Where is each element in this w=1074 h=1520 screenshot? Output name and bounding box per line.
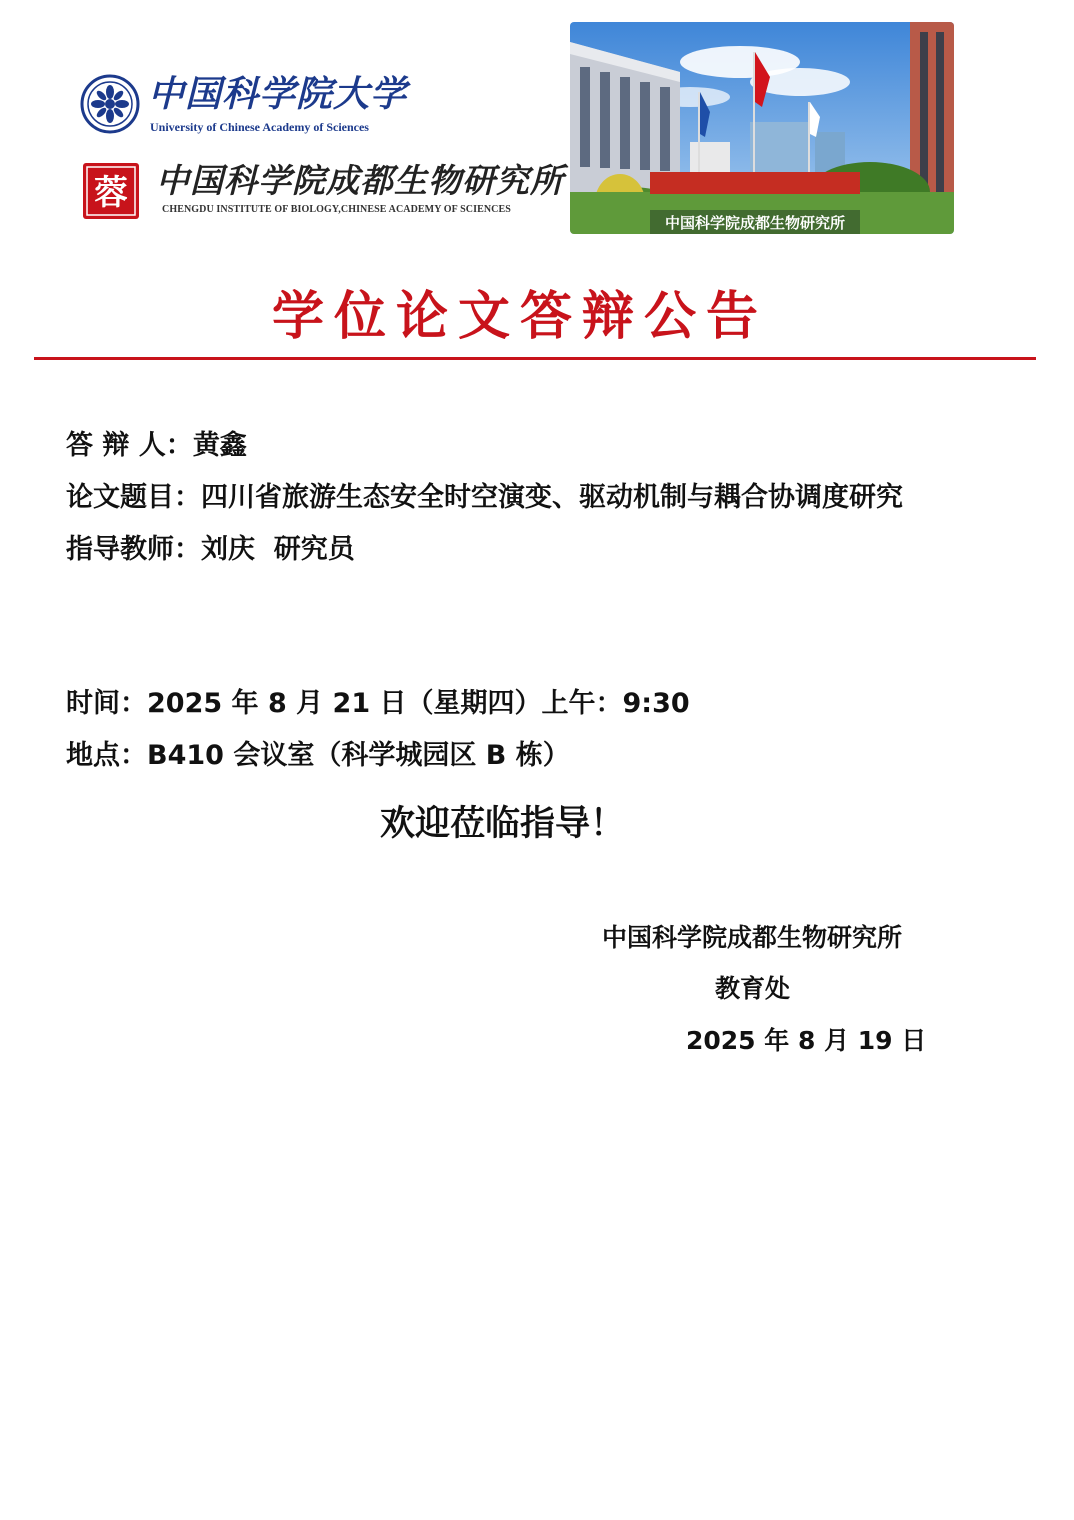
title-divider	[34, 357, 1036, 360]
topic-line	[66, 480, 903, 516]
page-title: 学位论文答辩公告	[271, 286, 768, 347]
signature-org: 中国科学院成都生物研究所	[602, 923, 903, 952]
campus-photo-image	[570, 22, 954, 234]
campus-photo	[570, 22, 954, 234]
advisor-value: 刘庆 研究员	[201, 534, 355, 565]
ucas-emblem-icon	[80, 74, 140, 134]
signature-date: 2025 年 8 月 19 日	[686, 1026, 927, 1055]
cib-name-cn: 中国科学院成都生物研究所	[156, 161, 564, 200]
topic-label: 论文题目：	[66, 482, 201, 513]
place-label: 地点：	[66, 740, 147, 771]
welcome-text: 欢迎莅临指导！	[380, 804, 626, 844]
time-line	[66, 686, 690, 722]
ucas-name-en: University of Chinese Academy of Sciences	[150, 120, 369, 134]
cib-logo	[82, 160, 564, 224]
place-value: B410 会议室（科学城园区 B 栋）	[147, 740, 570, 771]
defender-value: 黄鑫	[192, 430, 247, 461]
cib-seal-text: 蓉	[94, 173, 128, 213]
ucas-name-cn: 中国科学院大学	[148, 73, 408, 115]
signature-dept: 教育处	[715, 974, 791, 1003]
advisor-line	[66, 532, 355, 568]
defender-line	[66, 428, 247, 464]
cib-name-en: CHENGDU INSTITUTE OF BIOLOGY,CHINESE ACADEMY OF SCIENCES	[162, 204, 511, 215]
place-line	[66, 738, 570, 774]
defender-label: 答 辩 人：	[66, 430, 193, 461]
cib-seal-icon	[82, 162, 140, 220]
advisor-label: 指导教师：	[66, 534, 201, 565]
topic-value: 四川省旅游生态安全时空演变、驱动机制与耦合协调度研究	[201, 482, 903, 513]
time-label: 时间：	[66, 688, 147, 719]
campus-sign-text: 中国科学院成都生物研究所	[664, 214, 846, 232]
time-value: 2025 年 8 月 21 日（星期四）上午：9:30	[147, 688, 690, 719]
ucas-logo	[80, 72, 408, 138]
